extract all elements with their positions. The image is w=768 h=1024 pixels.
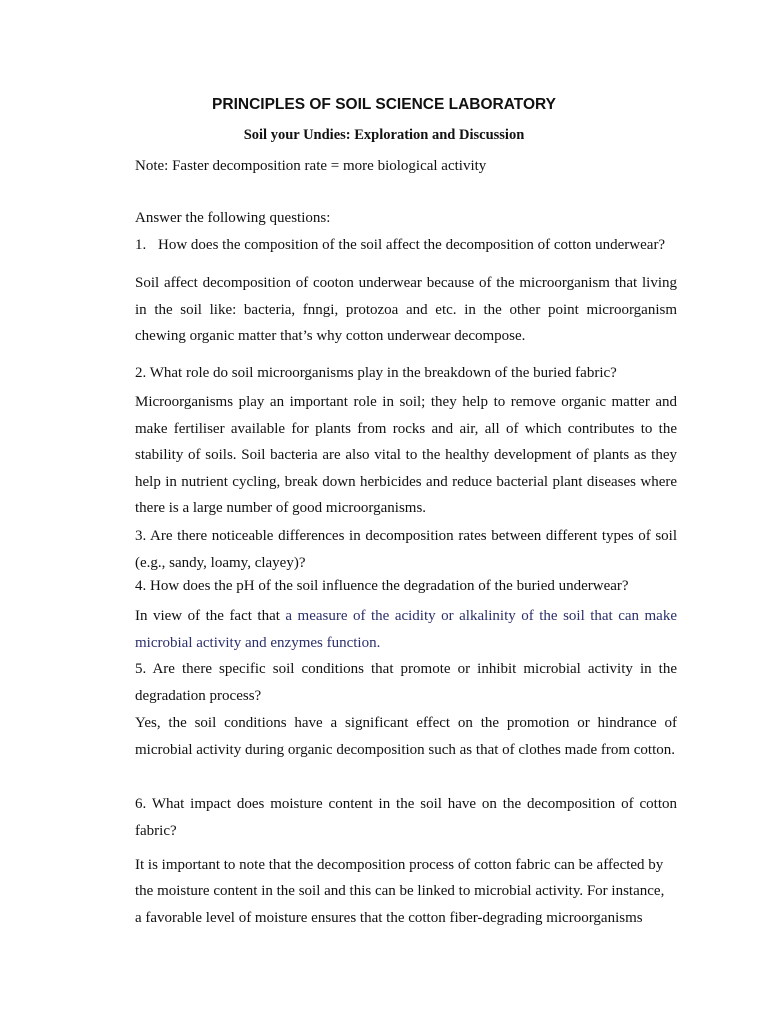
question-2: 2. What role do soil microorganisms play in the breakdown of the buried fabric? [135,365,617,381]
instructions-text: Answer the following questions: [135,210,331,226]
question-1-number: 1. [135,237,147,253]
answer-4-prefix: In view of the fact that [135,608,286,624]
question-1-text: How does the composition of the soil affect the decomposition of cotton underwear? [158,237,666,253]
question-4: 4. How does the pH of the soil influence the degradation of the buried underwear? [135,578,629,594]
answer-1: Soil affect decomposition of cooton underwear because of the microorganism that living in the soil like: bacteria, fnngi, protozoa and etc. in the other point microorganism chewing organic matter that’s why cotton underwear decompose. [135,275,677,344]
question-3: 3. Are there noticeable differences in decomposition rates between different types of soil (e.g., sandy, loamy, clayey)? [135,528,677,571]
answer-2: Microorganisms play an important role in soil; they help to remove organic matter and make fertiliser available for plants from rocks and air, all of which contributes to the stability of soils. Soil bacteria are also vital to the healthy development of plants as they help in nutrient cycling, break down herbicides and reduce bacterial plant diseases where there is a large number of good microorganisms. [135,394,677,517]
answer-6-line-2: the moisture content in the soil and this can be linked to microbial activity. For instance, [135,883,665,899]
question-5: 5. Are there specific soil conditions that promote or inhibit microbial activity in the degradation process? [135,661,677,704]
answer-4 [135,603,677,656]
question-1 [135,236,665,254]
document-subtitle: Soil your Undies: Exploration and Discussion [243,127,525,143]
note-text: Note: Faster decomposition rate = more biological activity [135,158,487,174]
answer-6-line-3: a favorable level of moisture ensures that the cotton fiber-degrading microorganisms [135,910,643,926]
question-6: 6. What impact does moisture content in the soil have on the decomposition of cotton fabric? [135,796,677,839]
answer-4-highlight: a measure of the acidity or alkalinity of the soil that can make microbial activity and enzymes function. [135,608,678,651]
document-title: PRINCIPLES OF SOIL SCIENCE LABORATORY [212,96,556,113]
answer-5: Yes, the soil conditions have a significant effect on the promotion or hindrance of microbial activity during organic decomposition such as that of clothes made from cotton. [135,715,677,758]
answer-6-line-1: It is important to note that the decomposition process of cotton fabric can be affected by [135,857,664,873]
